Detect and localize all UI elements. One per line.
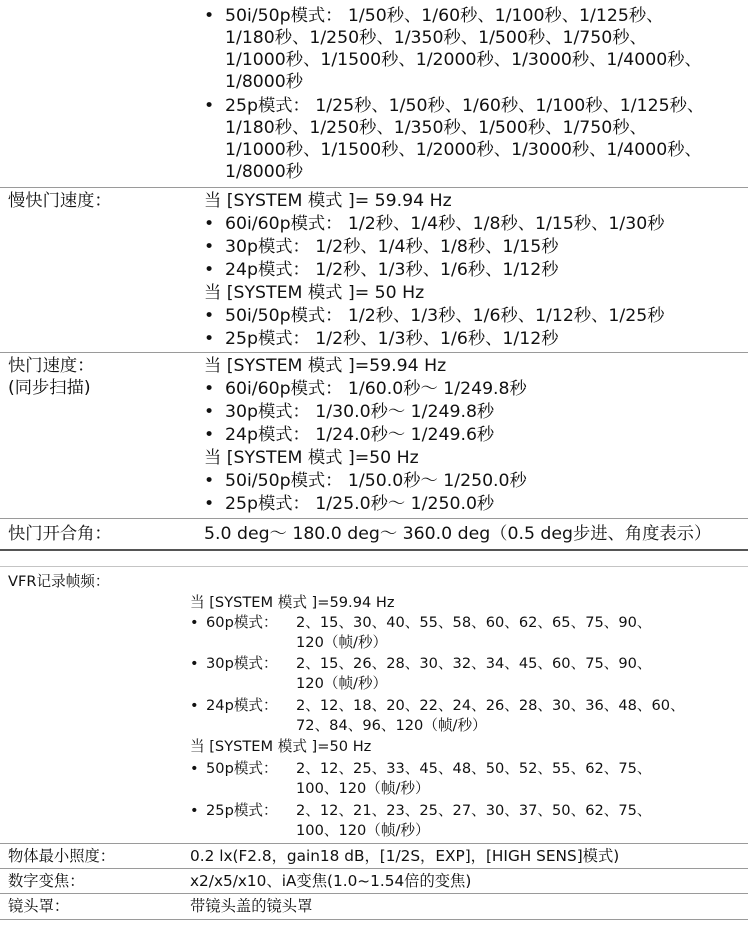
bullet: • [190, 760, 199, 777]
slow-shutter-50i: 50i/50p模式： 1/2秒、1/3秒、1/6秒、1/12秒、1/25秒 [225, 306, 665, 326]
bullet: • [204, 329, 215, 349]
vfr-mode-name: 50p模式： [206, 760, 278, 777]
divider [0, 919, 748, 920]
bullet: • [204, 237, 215, 257]
bullet: • [204, 494, 215, 514]
bullet: • [190, 802, 199, 819]
digital-zoom-label: 数字变焦： [8, 872, 85, 890]
slow-shutter-system-50: 当 [SYSTEM 模式 ]= 50 Hz [204, 283, 425, 303]
bullet: • [204, 471, 215, 491]
shutter-25p-line-3: 1/1000秒、1/1500秒、1/2000秒、1/3000秒、1/4000秒、 [225, 140, 702, 160]
vfr-label: VFR记录帧频： [8, 573, 110, 590]
vfr-mode-values-cont: 100、120（帧/秒） [296, 822, 430, 839]
shutter-angle-value: 5.0 deg～ 180.0 deg～ 360.0 deg（0.5 deg步进、角度表示） [204, 524, 712, 544]
bullet: • [190, 655, 199, 672]
sync-scan-30p: 30p模式： 1/30.0秒～ 1/249.8秒 [225, 402, 495, 422]
shutter-angle-label: 快门开合角： [8, 524, 112, 544]
divider [0, 843, 748, 844]
bullet: • [204, 260, 215, 280]
bullet: • [204, 379, 215, 399]
lens-hood-value: 带镜头盖的镜头罩 [190, 897, 313, 915]
sync-scan-label-2: (同步扫描) [8, 378, 91, 398]
slow-shutter-60i: 60i/60p模式： 1/2秒、1/4秒、1/8秒、1/15秒、1/30秒 [225, 214, 665, 234]
slow-shutter-25p: 25p模式： 1/2秒、1/3秒、1/6秒、1/12秒 [225, 329, 559, 349]
slow-shutter-30p: 30p模式： 1/2秒、1/4秒、1/8秒、1/15秒 [225, 237, 559, 257]
vfr-mode-name: 30p模式： [206, 655, 278, 672]
divider [0, 518, 748, 519]
lens-hood-label: 镜头罩： [8, 897, 70, 915]
vfr-mode-values: 2、12、18、20、22、24、26、28、30、36、48、60、 [296, 697, 685, 714]
divider [0, 893, 748, 894]
sync-scan-25p: 25p模式： 1/25.0秒～ 1/250.0秒 [225, 494, 495, 514]
divider [0, 566, 748, 567]
shutter-25p-line-2: 1/180秒、1/250秒、1/350秒、1/500秒、1/750秒、 [225, 118, 647, 138]
vfr-mode-values-cont: 120（帧/秒） [296, 634, 388, 651]
slow-shutter-label: 慢快门速度： [8, 191, 112, 211]
vfr-mode-name: 25p模式： [206, 802, 278, 819]
shutter-50i-line-3: 1/1000秒、1/1500秒、1/2000秒、1/3000秒、1/4000秒、 [225, 50, 702, 70]
shutter-25p-line-1: 25p模式： 1/25秒、1/50秒、1/60秒、1/100秒、1/125秒、 [225, 96, 705, 116]
vfr-mode-values: 2、12、21、23、25、27、30、37、50、62、75、 [296, 802, 652, 819]
slow-shutter-24p: 24p模式： 1/2秒、1/3秒、1/6秒、1/12秒 [225, 260, 559, 280]
bullet: • [204, 402, 215, 422]
vfr-mode-values: 2、15、26、28、30、32、34、45、60、75、90、 [296, 655, 652, 672]
vfr-mode-values-cont: 120（帧/秒） [296, 675, 388, 692]
bullet: • [190, 697, 199, 714]
min-illumination-label: 物体最小照度： [8, 847, 116, 865]
shutter-50i-line-4: 1/8000秒 [225, 72, 304, 92]
sync-scan-system-5994: 当 [SYSTEM 模式 ]=59.94 Hz [204, 356, 447, 376]
bullet: • [204, 425, 215, 445]
vfr-mode-values: 2、15、30、40、55、58、60、62、65、75、90、 [296, 614, 652, 631]
vfr-system-50: 当 [SYSTEM 模式 ]=50 Hz [190, 738, 372, 755]
shutter-25p-line-4: 1/8000秒 [225, 162, 304, 182]
vfr-system-5994: 当 [SYSTEM 模式 ]=59.94 Hz [190, 594, 395, 611]
slow-shutter-system-5994: 当 [SYSTEM 模式 ]= 59.94 Hz [204, 191, 452, 211]
divider [0, 868, 748, 869]
min-illumination-value: 0.2 lx(F2.8，gain18 dB，[1/2S，EXP]，[HIGH SENS]模式) [190, 847, 620, 865]
vfr-mode-values-cont: 72、84、96、120（帧/秒） [296, 717, 487, 734]
bullet: • [204, 306, 215, 326]
sync-scan-label-1: 快门速度： [8, 356, 95, 376]
sync-scan-60i: 60i/60p模式： 1/60.0秒～ 1/249.8秒 [225, 379, 527, 399]
bullet: • [204, 96, 215, 116]
divider [0, 549, 748, 551]
divider [0, 187, 748, 188]
shutter-50i-line-1: 50i/50p模式： 1/50秒、1/60秒、1/100秒、1/125秒、 [225, 6, 664, 26]
vfr-mode-name: 24p模式： [206, 697, 278, 714]
bullet: • [204, 214, 215, 234]
bullet: • [204, 6, 215, 26]
bullet: • [190, 614, 199, 631]
sync-scan-system-50: 当 [SYSTEM 模式 ]=50 Hz [204, 448, 419, 468]
sync-scan-24p: 24p模式： 1/24.0秒～ 1/249.6秒 [225, 425, 495, 445]
shutter-50i-line-2: 1/180秒、1/250秒、1/350秒、1/500秒、1/750秒、 [225, 28, 647, 48]
digital-zoom-value: x2/x5/x10、iA变焦(1.0~1.54倍的变焦) [190, 872, 472, 890]
vfr-mode-values-cont: 100、120（帧/秒） [296, 780, 430, 797]
vfr-mode-values: 2、12、25、33、45、48、50、52、55、62、75、 [296, 760, 652, 777]
sync-scan-50i: 50i/50p模式： 1/50.0秒～ 1/250.0秒 [225, 471, 527, 491]
vfr-mode-name: 60p模式： [206, 614, 278, 631]
divider [0, 352, 748, 353]
